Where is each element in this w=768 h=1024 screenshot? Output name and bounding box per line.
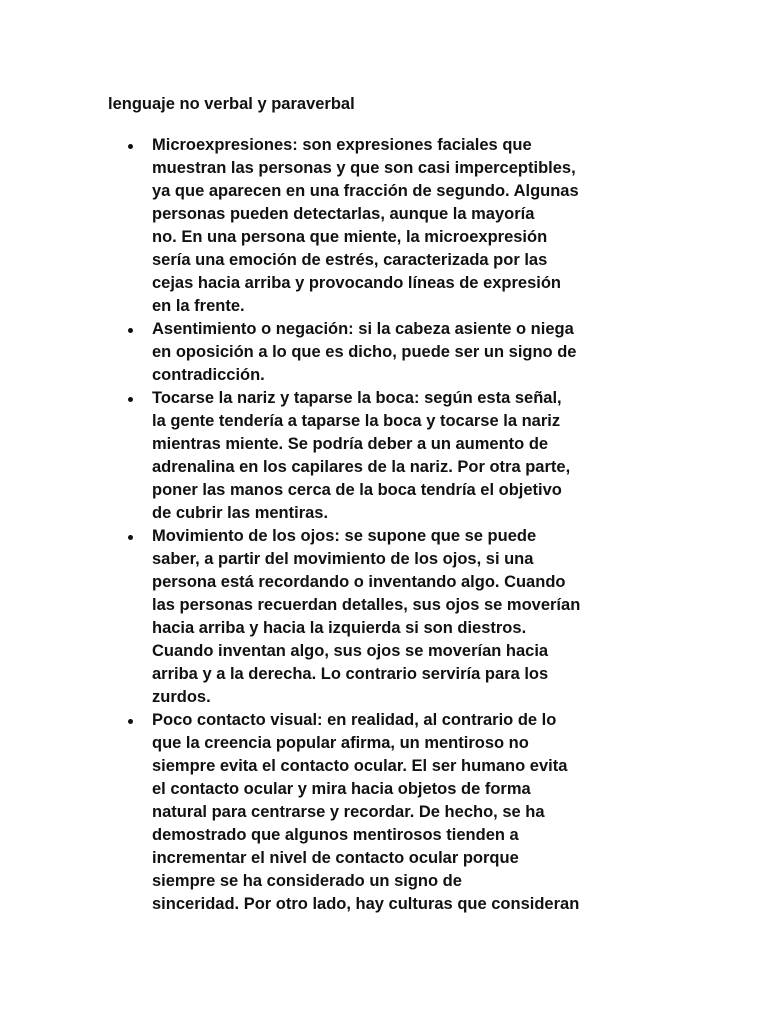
text-line: la gente tendería a taparse la boca y tocarse la nariz (152, 412, 561, 430)
list-item (0, 387, 768, 525)
text-line: mientras miente. Se podría deber a un aumento de (152, 435, 549, 453)
text-line: Tocarse la nariz y taparse la boca: según esta señal, (152, 389, 562, 407)
text-line: sería una emoción de estrés, caracterizada por las (152, 251, 548, 269)
text-line: contradicción. (152, 366, 265, 384)
text-line: incrementar el nivel de contacto ocular porque (152, 849, 519, 867)
text-line: saber, a partir del movimiento de los ojos, si una (152, 550, 534, 568)
text-line: personas pueden detectarlas, aunque la mayoría (152, 205, 535, 223)
text-line: persona está recordando o inventando algo. Cuando (152, 573, 566, 591)
document-title: lenguaje no verbal y paraverbal (108, 95, 355, 113)
list-item-text (152, 134, 768, 318)
text-line: zurdos. (152, 688, 211, 706)
text-line: natural para centrarse y recordar. De hecho, se ha (152, 803, 545, 821)
bullet-icon (128, 397, 133, 402)
text-line: ya que aparecen en una fracción de segundo. Algunas (152, 182, 579, 200)
text-line: las personas recuerdan detalles, sus ojos se moverían (152, 596, 581, 614)
list-item-text (152, 525, 768, 709)
text-line: que la creencia popular afirma, un mentiroso no (152, 734, 529, 752)
text-line: Asentimiento o negación: si la cabeza asiente o niega (152, 320, 574, 338)
list-item (0, 525, 768, 709)
text-line: en oposición a lo que es dicho, puede ser un signo de (152, 343, 577, 361)
list-item (0, 318, 768, 387)
text-line: demostrado que algunos mentirosos tienden a (152, 826, 519, 844)
text-line: Microexpresiones: son expresiones faciales que (152, 136, 532, 154)
text-line: poner las manos cerca de la boca tendría el objetivo (152, 481, 562, 499)
text-line: hacia arriba y hacia la izquierda si son diestros. (152, 619, 527, 637)
text-line: cejas hacia arriba y provocando líneas de expresión (152, 274, 562, 292)
text-line: Poco contacto visual: en realidad, al contrario de lo (152, 711, 557, 729)
bullet-icon (128, 328, 133, 333)
text-line: Cuando inventan algo, sus ojos se moverían hacia (152, 642, 549, 660)
text-line: no. En una persona que miente, la microexpresión (152, 228, 548, 246)
text-line: adrenalina en los capilares de la nariz. Por otra parte, (152, 458, 571, 476)
text-line: muestran las personas y que son casi imperceptibles, (152, 159, 576, 177)
bullet-icon (128, 144, 133, 149)
text-line: siempre se ha considerado un signo de (152, 872, 462, 890)
bullet-icon (128, 535, 133, 540)
list-item (0, 134, 768, 318)
text-line: arriba y a la derecha. Lo contrario serviría para los (152, 665, 549, 683)
list-item-text (152, 709, 768, 916)
list-item-text (152, 387, 768, 525)
text-line: sinceridad. Por otro lado, hay culturas que consideran (152, 895, 580, 913)
text-line: en la frente. (152, 297, 245, 315)
list-item (0, 709, 768, 916)
bullet-icon (128, 719, 133, 724)
text-line: de cubrir las mentiras. (152, 504, 329, 522)
text-line: el contacto ocular y mira hacia objetos de forma (152, 780, 531, 798)
text-line: Movimiento de los ojos: se supone que se puede (152, 527, 537, 545)
list-item-text (152, 318, 768, 387)
bullet-list (0, 134, 768, 916)
text-line: siempre evita el contacto ocular. El ser humano evita (152, 757, 568, 775)
